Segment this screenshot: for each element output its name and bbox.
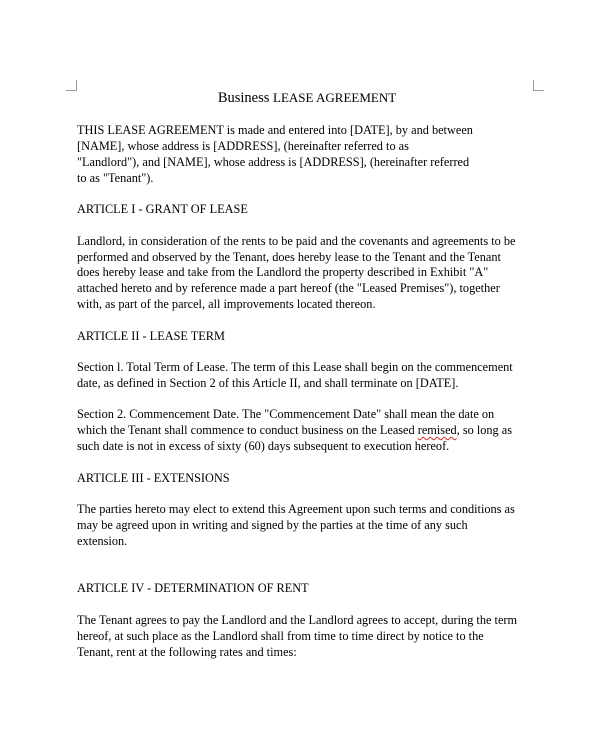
article-1-line: with, as part of the parcel, all improvements located thereon. xyxy=(77,297,376,311)
misspelled-word[interactable]: remised xyxy=(417,423,457,437)
document-title-word: Business xyxy=(217,90,270,106)
article-2-heading: ARTICLE II - LEASE TERM xyxy=(77,329,225,343)
article-1-line: performed and observed by the Tenant, does hereby lease to the Tenant and the Tenant xyxy=(77,250,501,264)
intro-line: [NAME], whose address is [ADDRESS], (hereinafter referred to as xyxy=(77,139,409,153)
section-1-line: Section l. Total Term of Lease. The term of this Lease shall begin on the commencement xyxy=(77,360,513,374)
section-2-text: which the Tenant shall commence to conduct business on the Leased xyxy=(77,423,418,437)
section-2-line: such date is not in excess of sixty (60) days subsequent to execution hereof. xyxy=(77,439,450,453)
section-1-line: date, as defined in Section 2 of this Article II, and shall terminate on [DATE]. xyxy=(77,376,459,390)
intro-line: "Landlord"), and [NAME], whose address is [ADDRESS], (hereinafter referred xyxy=(77,155,470,169)
article-1-line: does hereby lease and take from the Landlord the property described in Exhibit "A" xyxy=(77,265,489,279)
document-title xyxy=(0,89,600,107)
article-4-line: The Tenant agrees to pay the Landlord and the Landlord agrees to accept, during the term xyxy=(77,613,518,627)
document-title-rest: LEASE AGREEMENT xyxy=(273,90,397,105)
article-3-line: The parties hereto may elect to extend this Agreement upon such terms and conditions as xyxy=(77,502,515,516)
section-2-line: Section 2. Commencement Date. The "Commencement Date" shall mean the date on xyxy=(77,407,495,421)
article-3-line: may be agreed upon in writing and signed by the parties at the time of any such xyxy=(77,518,468,532)
article-4-line: hereof, at such place as the Landlord shall from time to time direct by notice to the xyxy=(77,629,484,643)
article-1-heading: ARTICLE I - GRANT OF LEASE xyxy=(77,202,248,216)
article-3-line: extension. xyxy=(77,534,128,548)
section-2-line xyxy=(77,422,512,438)
article-3-heading: ARTICLE III - EXTENSIONS xyxy=(77,471,230,485)
intro-line: to as "Tenant"). xyxy=(77,171,154,185)
article-4-line: Tenant, rent at the following rates and times: xyxy=(77,645,297,659)
article-4-heading: ARTICLE IV - DETERMINATION OF RENT xyxy=(77,581,309,595)
article-1-line: attached hereto and by reference made a part hereof (the "Leased Premises"), together xyxy=(77,281,500,295)
intro-line: THIS LEASE AGREEMENT is made and entered into [DATE], by and between xyxy=(77,123,473,137)
article-1-line: Landlord, in consideration of the rents to be paid and the covenants and agreements to be xyxy=(77,234,516,248)
section-2-text: , so long as xyxy=(456,423,513,437)
